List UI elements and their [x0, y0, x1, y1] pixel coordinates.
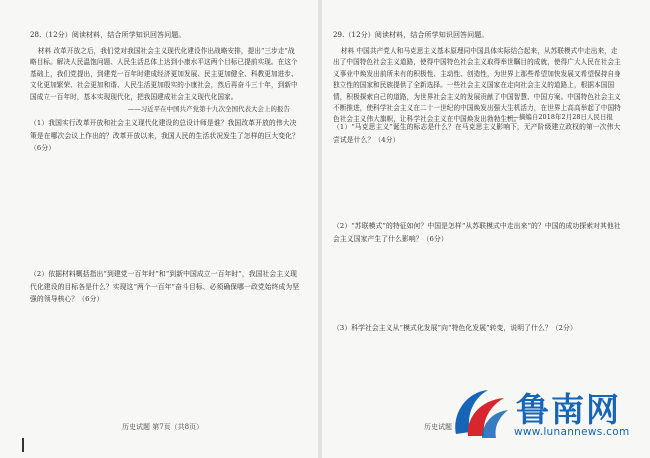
q29-subquestion-1: （1）“马克思主义”诞生的标志是什么？在马克思主义影响下，无产阶级建立政权的第一次伟大尝试是什么？（4分）: [333, 123, 621, 144]
q29-source: ——摘编自2018年2月28日人民日报: [505, 113, 613, 121]
binding-mark: [22, 438, 24, 452]
lunan-logo-icon: [448, 384, 510, 440]
watermark-name: 鲁南网: [516, 390, 621, 429]
page-left: [0, 0, 318, 458]
lunan-watermark-logo: [446, 378, 646, 456]
q28-subquestion-1: （1）我国实行改革开放和社会主义现代化建设的总设计师是谁？我国改革开放的伟大决策是在哪次会议上作出的？改革开放以来，我国人民的生活状况发生了怎样的巨大变化？（6分）: [30, 119, 299, 152]
q28-material: 材料 改革开放之后，我们党对我国社会主义现代化建设作出战略安排，提出“三步走”战略目标。解决人民温饱问题、人民生活总体上达到小康水平这两个目标已提前实现。在这个基础上，我们党提出，到建党一百年时建成经济更加发展、民主更加健全、科教更加进步、文化更加繁荣、社会更加和谐、人民生活更加殷实的小康社会，然后再奋斗三十年，到新中国成立一百年时，基本实现现代化，把我国建成社会主义现代化国家。: [30, 47, 298, 101]
page-footer-right: 历史试题: [424, 423, 452, 431]
watermark-url: www.lunannews.com: [514, 426, 630, 438]
q28-subquestion-2: （2）依据材料概括指出“到建党一百年时”和“到新中国成立一百年时”，我国社会主义现代化建设的目标各是什么？实现这“两个一百年”奋斗目标、必须确保哪一政党始终成为坚强的领导核心？（6分）: [30, 270, 300, 303]
q28-heading: 28.（12分）阅读材料，结合所学知识回答问题。: [30, 31, 186, 39]
q29-subquestion-3: （3）科学社会主义从“模式化发展”向“特色化发展”转变，说明了什么？（2分）: [333, 324, 577, 332]
q29-heading: 29.（12分）阅读材料，结合所学知识回答问题。: [333, 31, 489, 39]
q29-material: 材料 中国共产党人和马克思主义基本原理同中国具体实际结合起来，从苏联模式中走出来，走出了中国特色社会主义道路，使得中国特色社会主义取得举世瞩目的成就，使得广大人民在社会主义事业中焕发出前所未有的积极性、主动性、创造性，为世界上那些希望加快发展又希望保持自身独立性的国家和民族提供了全新选择。一些社会主义国家在走向社会主义的道路上，根据本国国情，积极探索自己的道路，为世界社会主义的发展贡献了中国智慧、中国方案。中国特色社会主义不断推进，使科学社会主义在二十一世纪的中国焕发出强大生机活力，在世界上高高举起了中国特色社会主义伟大旗帜，让科学社会主义在中国焕发出勃勃生机。: [333, 47, 621, 124]
q28-source: ——习近平在中国共产党第十九次全国代表大会上的报告: [127, 105, 290, 113]
page-footer-left: 历史试题 第7页（共8页）: [122, 423, 204, 431]
q29-subquestion-2: （2）“苏联模式”的特征如何？中国是怎样“从苏联模式中走出来”的？中国的成功探索对其他社会主义国家产生了什么影响？（6分）: [333, 222, 621, 243]
